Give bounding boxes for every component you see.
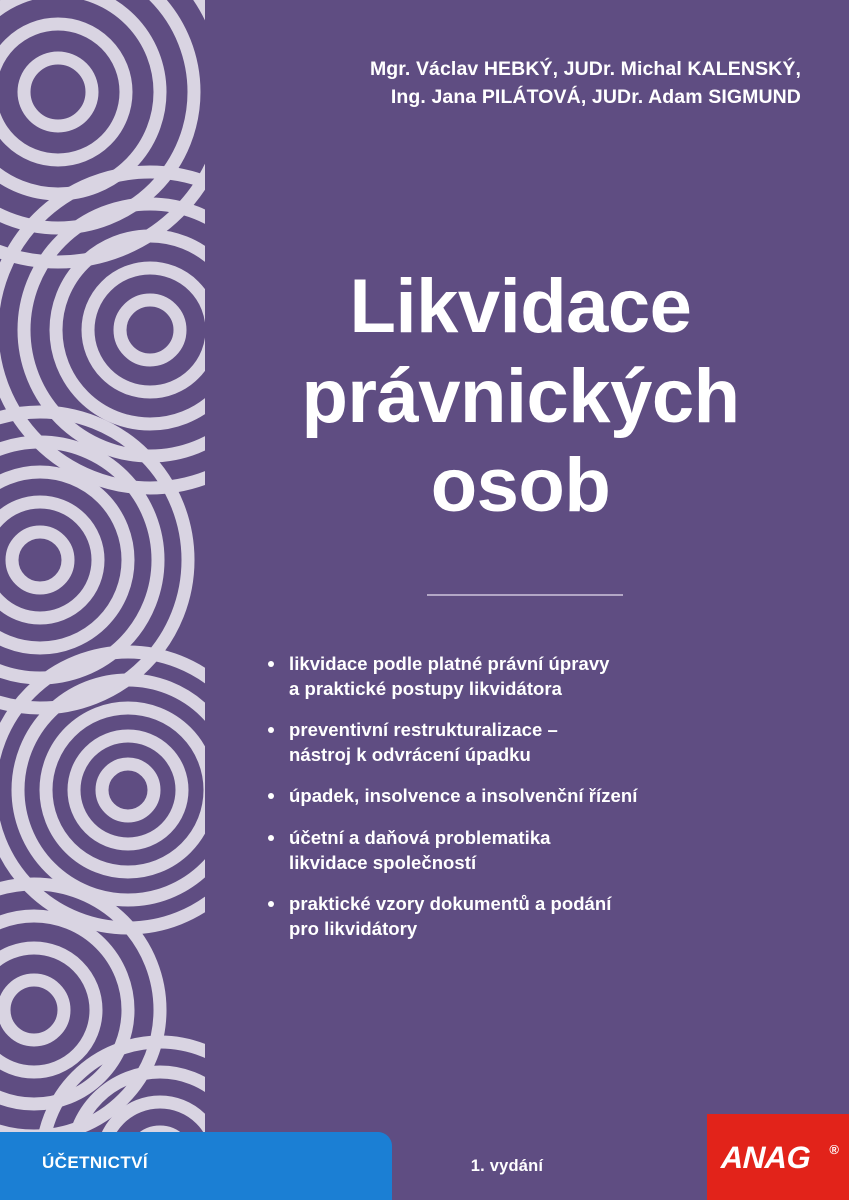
list-item-line: likvidace společností bbox=[289, 851, 477, 873]
decorative-rings-band bbox=[0, 0, 205, 1200]
bullet-dot-icon bbox=[268, 793, 274, 799]
list-item-line: preventivní restrukturalizace – bbox=[289, 719, 558, 741]
divider bbox=[427, 594, 623, 596]
publisher-logo bbox=[707, 1114, 849, 1200]
list-item bbox=[265, 652, 695, 701]
bullet-dot-icon bbox=[268, 661, 274, 667]
list-item-line: účetní a daňová problematika bbox=[289, 826, 551, 848]
feature-list bbox=[265, 652, 695, 941]
list-item-line: a praktické postupy likvidátora bbox=[289, 677, 562, 699]
series-tab-label: ÚČETNICTVÍ bbox=[42, 1153, 148, 1172]
registered-mark-icon: ® bbox=[829, 1142, 839, 1157]
list-item bbox=[265, 892, 695, 941]
list-item-line: úpadek, insolvence a insolvenční řízení bbox=[289, 785, 638, 807]
title-line: osob bbox=[430, 443, 611, 529]
authors bbox=[281, 56, 801, 111]
list-item bbox=[265, 718, 695, 767]
list-item-line: pro likvidátory bbox=[289, 917, 418, 939]
list-item-line: likvidace podle platné právní úpravy bbox=[289, 653, 610, 674]
author-line: Ing. Jana PILÁTOVÁ, JUDr. Adam SIGMUND bbox=[390, 85, 801, 108]
list-item bbox=[265, 826, 695, 875]
bullet-dot-icon bbox=[268, 835, 274, 841]
title-line: Likvidace bbox=[349, 264, 692, 349]
list-item-line: praktické vzory dokumentů a podání bbox=[289, 893, 612, 915]
edition-label: 1. vydání bbox=[470, 1156, 544, 1175]
bullet-dot-icon bbox=[268, 727, 274, 733]
bullet-dot-icon bbox=[268, 901, 274, 907]
publisher-name: ANAG bbox=[720, 1140, 811, 1175]
list-item bbox=[265, 784, 695, 809]
book-title bbox=[240, 262, 801, 531]
title-line: právnických bbox=[301, 353, 740, 439]
author-line: Mgr. Václav HEBKÝ, JUDr. Michal KALENSKÝ, bbox=[369, 58, 801, 80]
series-tab bbox=[0, 1132, 392, 1200]
list-item-line: nástroj k odvrácení úpadku bbox=[289, 743, 531, 765]
